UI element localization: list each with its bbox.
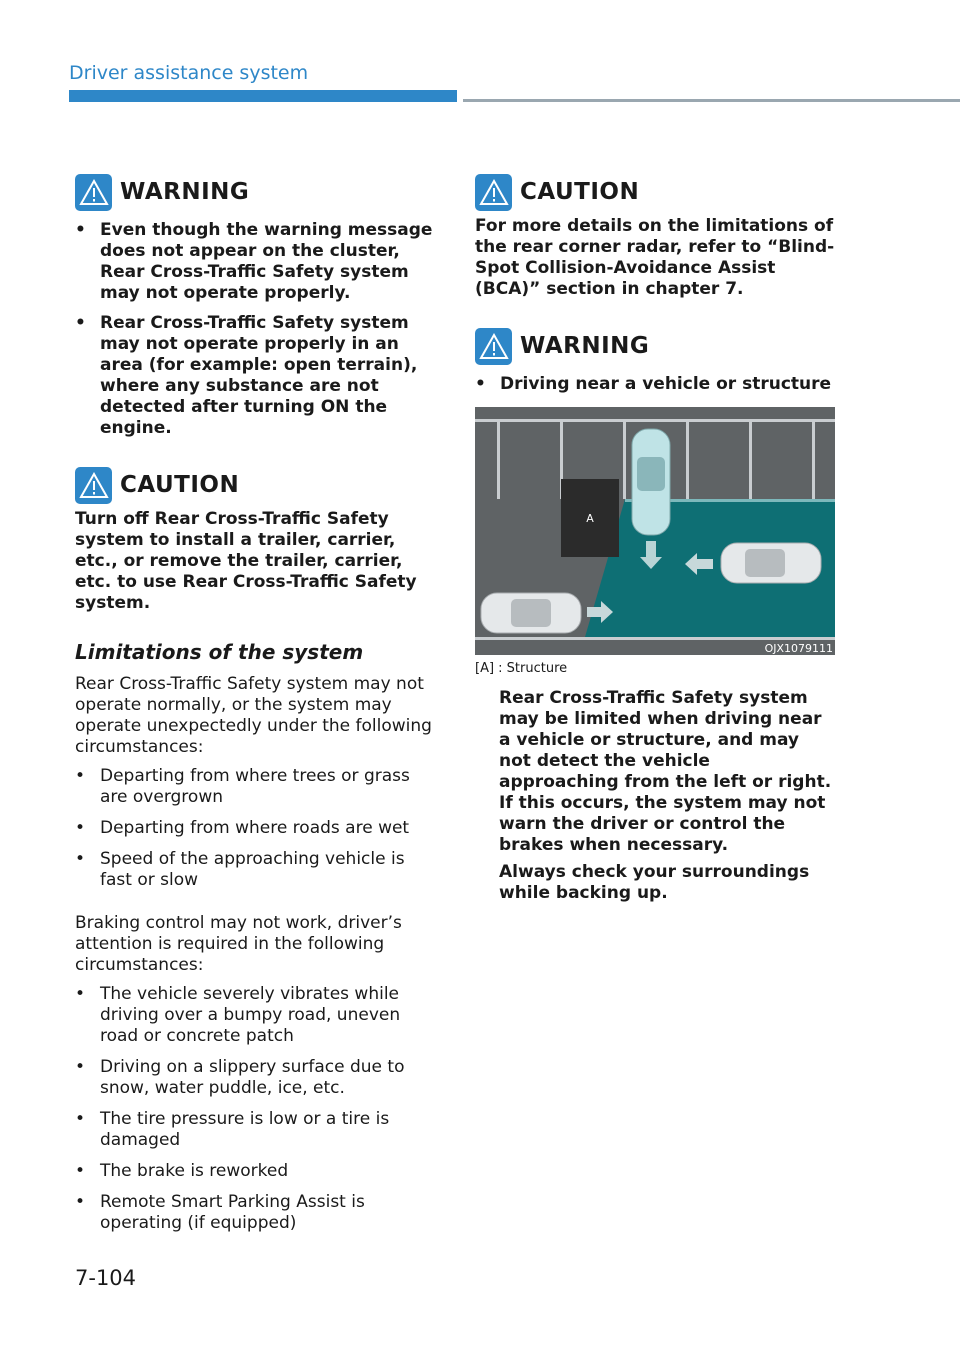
- list-item: [75, 313, 435, 439]
- limitations-heading: Limitations of the system: [75, 640, 364, 664]
- list-item: [75, 818, 435, 839]
- caution-title: CAUTION: [520, 179, 640, 205]
- caution-text: Turn off Rear Cross-Traffic Safety system to install a trailer, carrier, etc., or remove the trailer, carrier, etc. to use Rear Cross-Traffic Safety system.: [75, 509, 417, 613]
- bullet-icon: •: [75, 818, 86, 838]
- warning-triangle-icon: [475, 174, 512, 211]
- parking-lot-illustration: [475, 407, 835, 655]
- warning-triangle-icon: [75, 174, 112, 211]
- bullet-icon: •: [75, 220, 86, 240]
- caution-title: CAUTION: [120, 472, 240, 498]
- bullet-icon: •: [75, 313, 86, 333]
- list-item: [75, 220, 435, 304]
- figure-code: OJX1079111: [764, 642, 833, 655]
- bullet-icon: •: [75, 849, 86, 869]
- caution-text: For more details on the limitations of the rear corner radar, refer to “Blind-Spot Collision-Avoidance Assist (BCA)” section in chapter 7.: [475, 216, 835, 299]
- list-item-text: Departing from where trees or grass are overgrown: [100, 766, 410, 807]
- caution-box-right: [475, 172, 835, 300]
- warning-list: [75, 220, 435, 439]
- limitations-intro: Rear Cross-Traffic Safety system may not operate normally, or the system may operate unexpectedly under the following circumstances:: [75, 674, 432, 757]
- list-item-text: Driving near a vehicle or structure: [500, 374, 832, 394]
- list-item: [75, 849, 435, 891]
- list-item-text: Driving on a slippery surface due to snow, water puddle, ice, etc.: [100, 1057, 405, 1098]
- warning-title: WARNING: [520, 333, 650, 359]
- bullet-icon: •: [75, 984, 86, 1004]
- warning-triangle-icon: [75, 467, 112, 504]
- list-item: [75, 1192, 435, 1234]
- list-item-text: The tire pressure is low or a tire is damaged: [100, 1109, 390, 1150]
- list-item-text: Remote Smart Parking Assist is operating (if equipped): [100, 1192, 365, 1233]
- bullet-icon: •: [475, 374, 486, 394]
- right-column: [475, 172, 835, 910]
- list-item: [75, 1161, 435, 1182]
- list-item-text: The vehicle severely vibrates while driving over a bumpy road, uneven road or concrete patch: [100, 984, 401, 1046]
- list-item-text: Even though the warning message does not appear on the cluster, Rear Cross-Traffic Safety system may not operate properly.: [100, 220, 433, 303]
- warning-list: [475, 374, 835, 395]
- braking-list: [75, 984, 435, 1234]
- warning-title: WARNING: [120, 179, 250, 205]
- reminder-paragraph: Always check your surroundings while backing up.: [499, 862, 810, 903]
- warning-triangle-icon: [475, 328, 512, 365]
- list-item-text: The brake is reworked: [100, 1161, 289, 1181]
- list-item: [75, 766, 435, 808]
- section-header-title: Driver assistance system: [69, 62, 309, 84]
- limitation-paragraph: Rear Cross-Traffic Safety system may be limited when driving near a vehicle or structure, and may not detect the vehicle approaching from the left or right. If this occurs, the system may not warn the driver or control the brakes when necessary.: [499, 688, 832, 855]
- braking-intro: Braking control may not work, driver’s attention is required in the following circumstances:: [75, 913, 402, 975]
- warning-box-right: [475, 326, 835, 395]
- parking-lot-svg: [475, 407, 835, 655]
- bullet-icon: •: [75, 766, 86, 786]
- list-item: [75, 1109, 435, 1151]
- header-accent-rule: [69, 90, 457, 102]
- list-item-text: Speed of the approaching vehicle is fast or slow: [100, 849, 405, 890]
- warning-box-left: [75, 172, 435, 439]
- structure-label: A: [586, 512, 594, 525]
- header-divider-rule: [463, 99, 960, 102]
- figure-caption: [A] : Structure: [475, 661, 568, 676]
- list-item-text: Departing from where roads are wet: [100, 818, 410, 838]
- page-number: 7-104: [75, 1266, 137, 1290]
- caution-box-left: [75, 465, 435, 614]
- bullet-icon: •: [75, 1057, 86, 1077]
- list-item: [75, 1057, 435, 1099]
- bullet-icon: •: [75, 1109, 86, 1129]
- bullet-icon: •: [75, 1161, 86, 1181]
- list-item-text: Rear Cross-Traffic Safety system may not operate properly in an area (for example: open terrain), where any substance are not detected after turning ON the engine.: [100, 313, 418, 438]
- list-item: [475, 374, 835, 395]
- list-item: [75, 984, 435, 1047]
- limitations-list: [75, 766, 435, 891]
- bullet-icon: •: [75, 1192, 86, 1212]
- left-column: [75, 172, 435, 1244]
